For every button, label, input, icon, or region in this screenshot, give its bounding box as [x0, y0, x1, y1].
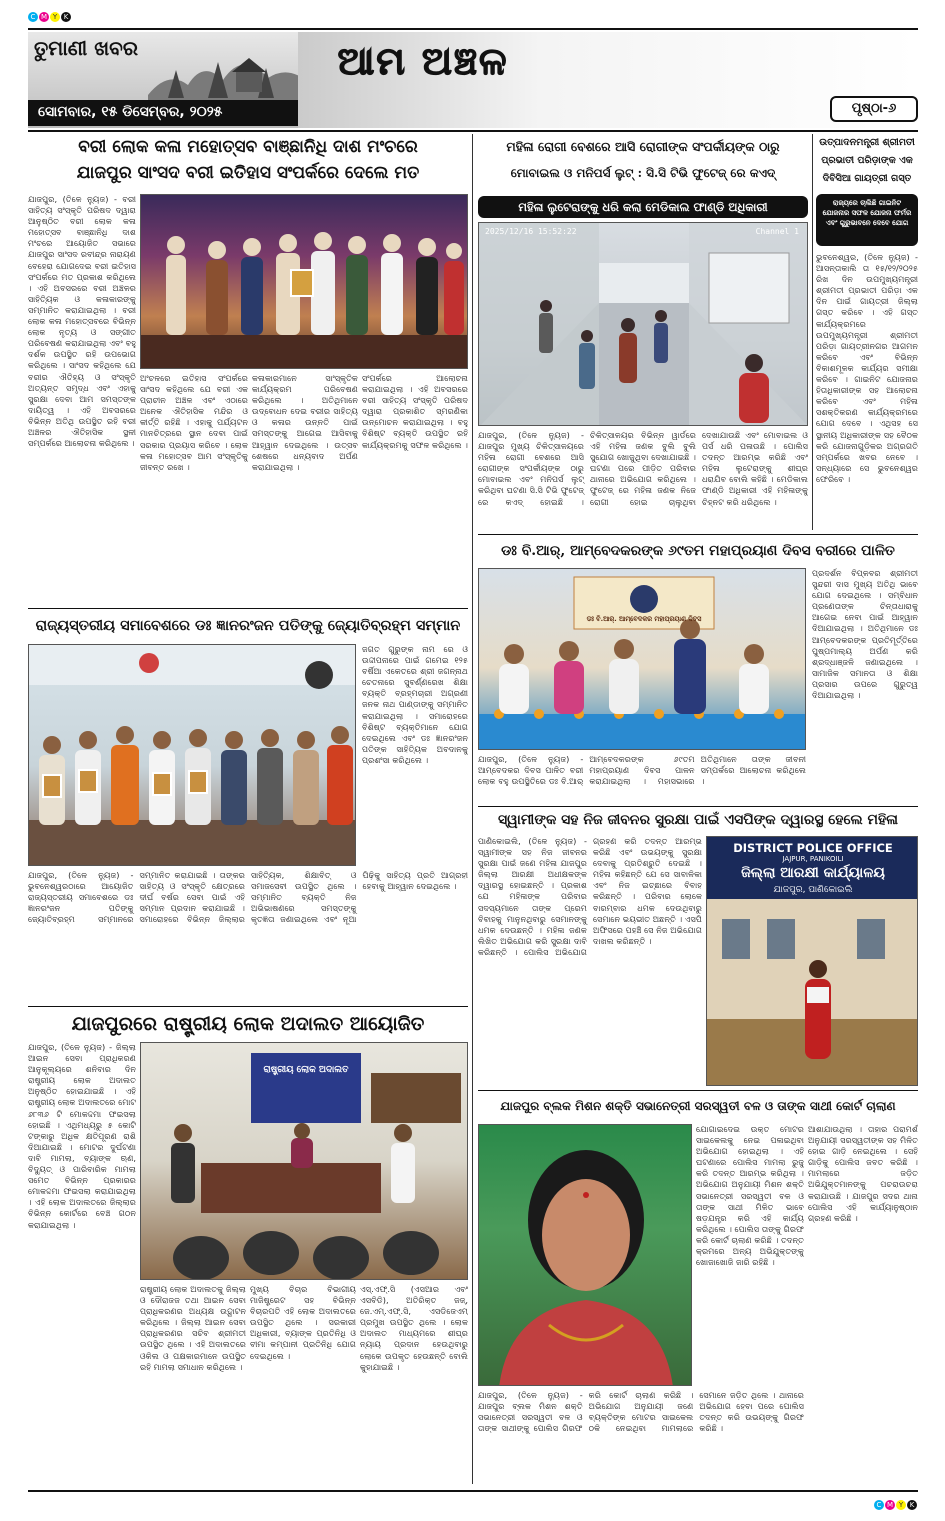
masthead-rule	[28, 130, 918, 132]
cmyk-yellow-dot: Y	[50, 12, 60, 22]
story2-headline-line2: ମୋବାଇଲ ଓ ମନିପର୍ସ ଲୁଟ୍ : ସି.ସି ଟିଭି ଫୁଟେଜ୍ ରେ କଏଦ୍	[510, 166, 776, 180]
story1-stage-photo	[140, 194, 468, 369]
story7-column-1: ଯାଜପୁର, (ତିଳେ ନ୍ୟୁଜ) - ଜିଲ୍ଲା ଆଇନ ସେବା ପ୍ରାଧିକରଣ ଆନୁକୂଲ୍ୟରେ ଶନିବାର ଦିନ ରାଷ୍ଟ୍ରୀୟ ଲୋକ ଅଦାଲତ ଅନୁଷ୍ଠିତ ହୋଇଯାଇଛି । ଏହି ରାଷ୍ଟ୍ରୀୟ ଲୋକ ଅଦାଲତରେ ମୋଟ ୬୮୩୬ ଟି ମୋକଦ୍ଦମା ଫଇସଲା ହୋଇଛି । ଏଥିମଧ୍ୟରୁ ୫ କୋଟି ଟଙ୍କାରୁ ଅଧିକ କ୍ଷତିପୂରଣ ରାଶି ଦିଆଯାଇଛି । ମୋଟର ଦୁର୍ଘଟଣା ଦାବି ମାମଲା, ବ୍ୟାଙ୍କ ଋଣ, ବିଦ୍ୟୁତ୍ ଓ ପାରିବାରିକ ମାମଲା ସମେତ ବିଭିନ୍ନ ପ୍ରକାରର ମୋକଦ୍ଦମା ଫଇସଲା କରାଯାଇଥିଲା । ଏହି ଲୋକ ଅଦାଲତରେ ଜିଲ୍ଲାର ବିଭିନ୍ନ କୋର୍ଟରେ ବେଞ୍ଚ ଗଠନ କରାଯାଇଥିଲା ।	[28, 1042, 136, 1230]
police-sign-line4: ଯାଜପୁର, ପାଣିକୋଇଲି	[773, 885, 853, 895]
story2-subhead: ମହିଳା ଲୁଟେରାଙ୍କୁ ଧରି କଲା ମେଡିକାଲ ଫାଣ୍ଡି ଅଧିକାରୀ	[478, 196, 808, 218]
cctv-timestamp: 2025/12/16 15:52:22	[485, 227, 577, 236]
award-recipients-icon	[29, 645, 356, 866]
police-sign-line1: DISTRICT POLICE OFFICE	[733, 841, 893, 855]
cmyk-yellow-dot-bottom: Y	[896, 1500, 906, 1510]
story8-body-right2: ଆଶାଯାଉଥିଲା । ତାହାର ପରାମର୍ଶ ଅନୁଯାୟୀ ସରସ୍ୱତୀଙ୍କ ସହ ମିଳିତ ହୋଇ ଗାଡ଼ି ନେଇଥିଲେ । ସେହି ଗାଡ଼ିକୁ ପୋଲିସ ଜବତ କରିଛି । ମାମଲାରେ ଜଡ଼ିତ ଅଭିଯୁକ୍ତମାନଙ୍କୁ ପଚରାଉଚରା କରାଯାଉଛି । ଯାଜପୁର ସଦର ଥାନା ପୋଲିସ ଏହି କାର୍ଯ୍ୟାନୁଷ୍ଠାନ ଗ୍ରହଣ କରିଛି ।	[808, 1124, 918, 1223]
page-number: ପୃଷ୍ଠା-୬	[830, 96, 918, 122]
story7-column-2: ରାଷ୍ଟ୍ରୀୟ ଲୋକ ଅଦାଲତକୁ ଜିଲ୍ଲା ଓ ଦୌରାଜଜ ତଥା ଆଇନ ସେବା ପ୍ରାଧିକରଣର ଅଧ୍ୟକ୍ଷ ଉଦ୍ଘାଟନ କରିଥିଲେ । ଜିଲ୍ଲା ଆଇନ ସେବା ପ୍ରାଧିକରଣର ସଚିବ ଶ୍ରୀମତୀ ଉପସ୍ଥିତ ଥିଲେ । ଏହି ଅଦାଲତରେ ଓକିଲ ଓ ପକ୍ଷକାରମାନେ ଉପସ୍ଥିତ ରହି ମାମଲା ସମାଧାନ କରିଥିଲେ ।	[140, 1284, 246, 1372]
story3-headline-line1: ଉତ୍ପାଦନମନ୍ତ୍ରୀ ଶ୍ରୀମତୀ	[819, 137, 915, 148]
story1-column-3: କଳାକାରମାନେ ସାଂସ୍କୃତିକ କାର୍ଯ୍ୟକ୍ରମ ପରିବେଷଣ କରିଥିଲେ । ଅତିଥିମାନେ ଉଦ୍ବୋଧନ ଦେଇ ବରୀର ସାହିତ୍ୟ ଓ କଳାର ଉନ୍ନତି ପାଇଁ ସମସ୍ତଙ୍କୁ ଆଗେଇ ଆସିବାକୁ ଆହ୍ୱାନ ଦେଇଥିଲେ । ଉତ୍ସବ ଶେଷରେ ଧନ୍ୟବାଦ ଅର୍ପଣ କରାଯାଇଥିଲା ।	[252, 373, 358, 472]
cmyk-cyan-dot: C	[28, 12, 38, 22]
story8-body-bottom: ଯାଜପୁର, (ତିଳେ ନ୍ୟୁଜ) - ଯାଜପୁର ବ୍ଲକ ମିଶନ ଶକ୍ତି ସଭାନେତ୍ରୀ ସରସ୍ୱତୀ ବଳ ଓ ତାଙ୍କ ସାଥୀଙ୍କୁ ପୋଲିସ ଗିରଫ କରି କୋର୍ଟ ଚାଲାଣ କରିଛି । ଅଭିଯୋଗ ଅନୁଯାୟୀ ଜଣେ ବ୍ୟକ୍ତିଙ୍କ ମୋଟର ସାଇକେଲ ଠକି ନେଇଥିବା ମାମଲାରେ ସେମାନେ ଜଡ଼ିତ ଥିଲେ । ଥାନାରେ ଅଭିଯୋଗ ହେବା ପରେ ପୋଲିସ ତଦନ୍ତ କରି ଉଭୟଙ୍କୁ ଗିରଫ କରିଛି ।	[478, 1390, 804, 1434]
story1-column-2: ଅଂଚଳରେ ଇତିହାସ ସଂପର୍କରେ ସାଂସଦ କହିଥିଲେ ଯେ ବରୀ ଏକ ପ୍ରାଚୀନ ଅଞ୍ଚଳ ଏବଂ ଏଠାରେ ଅନେକ ଐତିହାସିକ ମନ୍ଦିର ଓ କୀର୍ତ୍ତି ରହିଛି । ଏହାକୁ ପର୍ଯ୍ୟଟନ ମାନଚିତ୍ରରେ ସ୍ଥାନ ଦେବା ପାଇଁ ସରକାର ପ୍ରୟାସ କରିବେ । ଲୋକ କଳା ମହୋତ୍ସବ ଆମ ସଂସ୍କୃତିକୁ ଜୀବନ୍ତ ରଖେ ।	[140, 373, 248, 472]
story2-body: ଯାଜପୁର, (ତିଳେ ନ୍ୟୁଜ) - ଯାଜପୁର ମୁଖ୍ୟ ଚିକିତ୍ସାଳୟରେ ମହିଳା ରୋଗୀ ବେଶରେ ଆସି ରୋଗୀଙ୍କ ସଂପର୍କୀୟଙ୍କ ଠାରୁ ମୋବାଇଲ ଏବଂ ମନିପର୍ସ ଲୁଟ୍ କରିଥିବା ଘଟଣା ସି.ସି ଟିଭି ଫୁଟେଜ୍ ରେ କଏଦ୍ ହୋଇଛି । ଚିକିତ୍ସାଳୟର ବିଭିନ୍ନ ୱାର୍ଡରେ ଏହି ମହିଳା ଜଣକ ବୁଲି ବୁଲି ସୁଯୋଗ ଖୋଜୁଥିବା ଦେଖାଯାଇଛି । ଘଟଣା ପରେ ପୀଡ଼ିତ ପରିବାର ଥାନାରେ ଅଭିଯୋଗ କରିଥିଲେ । ଫୁଟେଜ୍ ରେ ମହିଳା ଜଣକ ନିଜେ ରୋଗୀ ହୋଇ ଚାଲୁଥିବା ଦେଖାଯାଉଛି ଏବଂ ମୋବାଇଲ ଓ ପର୍ସ ଧରି ପଳାଉଛି । ପୋଲିସ ତଦନ୍ତ ଆରମ୍ଭ କରିଛି ଏବଂ ମହିଳା ଲୁଟେରାଙ୍କୁ ଶୀଘ୍ର ଧରାଯିବ ବୋଲି କହିଛି । ମେଡିକାଲ ଫାଣ୍ଡି ଅଧିକାରୀ ଏହି ମହିଳାଙ୍କୁ ଚିହ୍ନଟ କରି ଧରିଥିଲେ ।	[478, 430, 808, 507]
bottom-rule	[28, 1490, 918, 1492]
story3-tag: ରାଜ୍ୟରେ ଚାଲିଛି ଗାଇନିଟ ଯୋଜନାର ସଫଳ ଯୋଜନା ଫର୍ମର ଏବଂ ଗୁରୁଭାବନେ ଦେବେ ଯୋଗ	[816, 194, 918, 246]
masthead-landscape-icon	[148, 40, 298, 100]
masthead-brand-panel	[28, 32, 298, 128]
story2-bottom-rule	[478, 534, 918, 535]
story5-award-photo	[28, 644, 356, 866]
story2-cctv-photo	[478, 222, 808, 426]
story7-column-3: ମୁଖ୍ୟ ବିଚାର ବିଭାଗୀୟ ମାଜିଷ୍ଟ୍ରେଟ ସହ ବିଭିନ୍ନ ବିଚାରପତି ଏହି ଲୋକ ଅଦାଲତରେ ଉପସ୍ଥିତ ଥିଲେ । ସରକାରୀ ଅଧିକାରୀ, ବ୍ୟାଙ୍କ ପ୍ରତିନିଧି ଓ ବୀମା କମ୍ପାନୀ ପ୍ରତିନିଧି ଯୋଗ ଦେଇଥିଲେ ।	[250, 1284, 356, 1361]
cctv-corridor-icon	[479, 223, 808, 426]
story2-headline-line1: ମହିଳା ରୋଗୀ ବେଶରେ ଆସି ରୋଗୀଙ୍କ ସଂପର୍କୀୟଙ୍କ ଠାରୁ	[506, 139, 780, 154]
story7-column-4: ଏସ୍.ଏଫ୍.ସି (ଏସଆର ଏବଂ ଏସବିଡି), ଅତିରିକ୍ତ ଜଜ୍, ଜେ.ଏମ୍.ଏଫ୍.ସି, ଏସଡିଜେଏମ୍ ପ୍ରମୁଖ ଉପସ୍ଥିତ ଥିଲେ । ଲୋକ ଅଦାଲତ ମାଧ୍ୟମରେ ଶୀଘ୍ର ନ୍ୟାୟ ପ୍ରଦାନ ହେଉଥିବାରୁ ଲୋକେ ଉପକୃତ ହେଉଛନ୍ତି ବୋଲି କୁହାଯାଇଛି ।	[360, 1284, 468, 1372]
story4-body-left: ଯାଜପୁର, (ତିଳେ ନ୍ୟୁଜ) - ଆମ୍ବେଦକର ଦିବସ ପାଳିତ ବରୀ ଲୋକ ବହୁ ଉପସ୍ଥିତିରେ ଡଃ ବି.ଆର୍ ଆମ୍ବେଦକରଙ୍କ ୬୯ତମ ମହାପ୍ରୟାଣ ଦିବସ ପାଳନ କରାଯାଇଥିଲା । ମହାସଭାରେ ଅତିଥିମାନେ ତାଙ୍କ ଜୀବନୀ ସମ୍ପର୍କରେ ଆଲୋଚନା କରିଥିଲେ ।	[478, 754, 806, 787]
story4-headline: ଡଃ ବି.ଆର୍, ଆମ୍ବେଦକରଙ୍କ ୬୯ତମ ମହାପ୍ରୟାଣ ଦିବସ ବରୀରେ ପାଳିତ	[501, 543, 895, 559]
stage-people-icon	[141, 195, 468, 369]
court-room-icon	[141, 1043, 468, 1280]
story8-headline: ଯାଜପୁର ବ୍ଲକ ମିଶନ ଶକ୍ତି ସଭାନେତ୍ରୀ ସରସ୍ୱତୀ ବଳ ଓ ତାଙ୍କ ସାଥୀ କୋର୍ଟ ଚାଲାଣ	[500, 1099, 896, 1113]
cmyk-registration-top	[28, 12, 71, 22]
story5-bottom-rule	[28, 1006, 468, 1007]
court-board-text: ରାଷ୍ଟ୍ରୀୟ ଲୋକ ଅଦାଲତ	[263, 1065, 349, 1075]
ambedkar-banner-text: ଡଃ ବି.ଆର୍. ଆମ୍ବେଦକର ମହାପ୍ରୟାଣ ଦିବସ	[586, 615, 702, 623]
story5-right-column: ଜଗତ ଗୁରୁଙ୍କ ନାମ ରେ ଓ ଉଦ୍ଦୀପନାରେ ପାଇଁ ଗମେଇ ୧୨୫ ବର୍ଷିଆ ଏକେତରେ ଶ୍ରୀ ଜଗନ୍ନାଥ ଚେତନାରେ ସୁବର୍ଣ୍ଣରେଖ ଶିକ୍ଷା ବ୍ୟକ୍ତି ବ୍ରହ୍ମଚାରୀ ଅଗ୍ରଣୀ ଜନକ ନାଥ ପାଣ୍ଡାଙ୍କୁ ସମ୍ମାନିତ କରାଯାଇଥିଲା । ସମାରୋହରେ ବିଶିଷ୍ଟ ବ୍ୟକ୍ତିମାନେ ଯୋଗ ଦେଇଥିଲେ ଏବଂ ଡଃ ଜ୍ଞାନରଂଜନ ପତିଙ୍କ ସାହିତ୍ୟିକ ଅବଦାନକୁ ପ୍ରଶଂସା କରିଥିଲେ ।	[362, 644, 468, 765]
story7-headline: ଯାଜପୁରରେ ରାଷ୍ଟ୍ରୀୟ ଲୋକ ଅଦାଲତ ଆୟୋଜିତ	[71, 1013, 425, 1035]
story1-bottom-rule	[28, 608, 468, 609]
story1-headline-line2: ଯାଜପୁର ସାଂସଦ ବରୀ ଇତିହାସ ସଂପର୍କରେ ଦେଲେ ମତ	[76, 163, 420, 183]
cmyk-black-dot: K	[61, 12, 71, 22]
issue-date: ସୋମବାର, ୧୫ ଡିସେମ୍ବର, ୨୦୨୫	[28, 100, 298, 126]
masthead	[28, 32, 918, 128]
story3-body: ଭୁବନେଶ୍ୱର, (ତିଳେ ନ୍ୟୁଜ) - ଆସନ୍ତାକାଲି ତା ୧୫/୧୨/୨୦୨୫ ରିଖ ଦିନ ଉପମୁଖ୍ୟମନ୍ତ୍ରୀ ଶ୍ରୀମତୀ ପ୍ରଭାତୀ ପରିଡ଼ା ଏକ ଦିନ ପାଇଁ ଗାୟତ୍ରୀ ଜିଲ୍ଲା ଗସ୍ତ କରିବେ । ଏହି ଗସ୍ତ କାର୍ଯ୍ୟକ୍ରମରେ ଉପମୁଖ୍ୟମନ୍ତ୍ରୀ ଶ୍ରୀମତୀ ପରିଡ଼ା ଗାୟତ୍ରୀନଗର ଆଗମନ କରିବେ ଏବଂ ବିଭିନ୍ନ ବିକାଶମୂଳକ କାର୍ଯ୍ୟର ସମୀକ୍ଷା କରିବେ । ଗାଇନିଟ ଯୋଜନାର ହିତାଧିକାରୀଙ୍କ ସହ ଆଲୋଚନା କରିବେ ଏବଂ ମହିଳା ସଶକ୍ତିକରଣ କାର୍ଯ୍ୟକ୍ରମରେ ଯୋଗ ଦେବେ । ଏଥିସହ ସେ ସ୍ଥାନୀୟ ଅଧିକାରୀଙ୍କ ସହ ବୈଠକ କରି ଯୋଜନାଗୁଡ଼ିକର ଅଗ୍ରଗତି ସମ୍ପର୍କରେ ଖବର ନେବେ । ସନ୍ଧ୍ୟାରେ ସେ ଭୁବନେଶ୍ୱର ଫେରିବେ ।	[816, 252, 918, 484]
right-column-divider	[812, 134, 813, 530]
cmyk-magenta-dot-bottom: M	[886, 1501, 894, 1509]
woman-portrait-icon	[479, 1125, 692, 1386]
police-sign-line3: ଜିଲ୍ଲା ଆରକ୍ଷୀ କାର୍ଯ୍ୟାଳୟ	[741, 865, 885, 881]
cmyk-black-dot-bottom: K	[907, 1500, 917, 1510]
police-building-icon	[707, 899, 918, 1086]
story4-bottom-rule	[478, 806, 918, 807]
cmyk-registration-bottom	[874, 1500, 917, 1510]
police-sign-line2: JAJPUR, PANIKOILI	[782, 855, 844, 863]
cmyk-cyan-dot-bottom: C	[874, 1500, 884, 1510]
story1-headline-line1: ବରୀ ଲୋକ କଳା ମହୋତ୍ସବ ବାଞ୍ଛାନିଧି ଦାଶ ମଂଚରେ	[78, 137, 418, 157]
paper-name: ତୁମାଣୀ ଖବର	[34, 36, 138, 60]
top-rule	[28, 28, 918, 30]
ambedkar-event-icon	[479, 569, 806, 750]
story1-column-1: ଯାଜପୁର, (ତିଳେ ନ୍ୟୁଜ) - ବରୀ ସାହିତ୍ୟ ସଂସ୍କୃତି ପରିଷଦ ଦ୍ୱାରା ଆନୁଷ୍ଠିତ ବରୀ ଲୋକ କଳା ମହୋତ୍ସବ ବାଞ୍ଛାନିଧି ଦାଶ ମଂଚରେ ଆୟୋଜିତ ସଭାରେ ଯାଜପୁର ସାଂସଦ ରବୀନ୍ଦ୍ର ନାରାୟଣ ବେହେରା ଯୋଗଦେଇ ବରୀ ଇତିହାସ ସଂପର୍କରେ ମତ ପ୍ରକାଶ କରିଥିଲେ । ଏହି ଅବସରରେ ବରୀ ଅଞ୍ଚଳର ସାହିତ୍ୟିକ ଓ କଳାକାରଙ୍କୁ ସମ୍ମାନିତ କରାଯାଇଥିଲା । ବରୀ ଲୋକ କଳା ମହୋତ୍ସବରେ ବିଭିନ୍ନ ଲୋକ ନୃତ୍ୟ ଓ ସଙ୍ଗୀତ ପରିବେଷଣ କରାଯାଇଥିଲା ଏବଂ ବହୁ ଦର୍ଶକ ଉପସ୍ଥିତ ରହି ଉପଭୋଗ କରିଥିଲେ । ସାଂସଦ କହିଥିଲେ ଯେ ବରୀର ଐତିହ୍ୟ ଓ ସଂସ୍କୃତି ଅତ୍ୟନ୍ତ ସମୃଦ୍ଧ ଏବଂ ଏହାକୁ ସୁରକ୍ଷା ଦେବା ଆମ ସମସ୍ତଙ୍କ ଦାୟିତ୍ୱ । ଏହି ଅବସରରେ ବିଭିନ୍ନ ଅତିଥି ଉପସ୍ଥିତ ରହି ବରୀ ଅଞ୍ଚଳର ଐତିହାସିକ ସ୍ଥଳୀ ସମ୍ପର୍କରେ ଆଲୋଚନା କରିଥିଲେ ।	[28, 194, 136, 449]
center-column-divider	[472, 134, 473, 1484]
story1-column-4: ସଂପର୍କରେ ଆଲୋଚନା କରାଯାଇଥିଲା । ଏହି ଅବସରରେ ବରୀ ସାହିତ୍ୟ ସଂସ୍କୃତି ପରିଷଦ ଦ୍ୱାରା ପ୍ରକାଶିତ ସ୍ମରଣିକା ଉନ୍ମୋଚନ କରାଯାଇଥିଲା । ବହୁ ବିଶିଷ୍ଟ ବ୍ୟକ୍ତି ଉପସ୍ଥିତ ରହି କାର୍ଯ୍ୟକ୍ରମକୁ ସଫଳ କରିଥିଲେ ।	[362, 373, 468, 450]
cctv-channel: Channel 1	[755, 227, 799, 236]
story8-body-right: ଯୋଗାଇଦେଇ ଉକ୍ତ ମୋଟର ସାଇକେଲକୁ ନେଇ ପଳାଇଥିବା ଅଭିଯୋଗ ହୋଇଥିଲା । ଏହି ଘଟଣାରେ ପୋଲିସ ମାମଲା ରୁଜୁ କରି ତଦନ୍ତ ଆରମ୍ଭ କରିଥିଲା । ଅଭିଯୋଗ ଅନୁଯାୟୀ ମିଶନ ଶକ୍ତି ସଭାନେତ୍ରୀ ସରସ୍ୱତୀ ବଳ ଓ ତାଙ୍କ ସାଥୀ ମିଳିତ ଭାବେ ଷଡ଼ଯନ୍ତ୍ର କରି ଏହି କାର୍ଯ୍ୟ କରିଥିଲେ । ପୋଲିସ ତାଙ୍କୁ ଗିରଫ କରି କୋର୍ଟ ଚାଲାଣ କରିଛି । ତଦନ୍ତ କ୍ରମରେ ଅନ୍ୟ ଅଭିଯୁକ୍ତଙ୍କୁ ଖୋଜାଖୋଜି ଜାରି ରହିଛି ।	[696, 1124, 804, 1268]
story3-headline-line2: ପ୍ରଭାତୀ ପରିଡ଼ାଙ୍କ ଏକ	[821, 155, 913, 166]
story4-ambedkar-photo	[478, 568, 806, 750]
story5-headline: ରାଜ୍ୟସ୍ତରୀୟ ସମାବେଶରେ ଡଃ ଜ୍ଞାନରଂଜନ ପତିଙ୍କୁ ଜ୍ୟୋତିବ୍ରହ୍ମ ସମ୍ମାନ	[35, 617, 461, 634]
story6-body: ପାଣିକୋଇଲି, (ତିଳେ ନ୍ୟୁଜ) - ସ୍ୱାମୀଙ୍କ ସହ ନିଜ ଜୀବନର ସୁରକ୍ଷା ପାଇଁ ଜଣେ ମହିଳା ଯାଜପୁର ଜିଲ୍ଲା ଆରକ୍ଷୀ ଅଧୀକ୍ଷକଙ୍କ ଦ୍ୱାରସ୍ଥ ହୋଇଛନ୍ତି । ପ୍ରକାଶ ଯେ ମହିଳାଙ୍କ ପରିବାର ସଦସ୍ୟମାନେ ତାଙ୍କ ପ୍ରେମ ବିବାହକୁ ମାନୁନଥିବାରୁ ସେମାନଙ୍କୁ ଧମକ ଦେଉଛନ୍ତି । ମହିଳା ଜଣକ ଲିଖିତ ଅଭିଯୋଗ କରି ସୁରକ୍ଷା ଦାବି କରିଛନ୍ତି । ପୋଲିସ ଅଭିଯୋଗ ଗ୍ରହଣ କରି ତଦନ୍ତ ଆରମ୍ଭ କରିଛି ଏବଂ ଉଭୟଙ୍କୁ ସୁରକ୍ଷା ଦେବାକୁ ପ୍ରତିଶ୍ରୁତି ଦେଇଛି । ମହିଳା କହିଛନ୍ତି ଯେ ସେ ସାବାଳିକା ଏବଂ ନିଜ ଇଚ୍ଛାରେ ବିବାହ କରିଛନ୍ତି । ପରିବାର ଲୋକେ ବାରମ୍ବାର ଧମକ ଦେଉଥିବାରୁ ସେମାନେ ଭୟଭୀତ ଅଛନ୍ତି । ଏସପି ଅଫିସରେ ପହଞ୍ଚି ସେ ନିଜ ଅଭିଯୋଗ ଦାଖଲ କରିଛନ୍ତି ।	[478, 836, 702, 957]
story5-bottom-text: ଯାଜପୁର, (ତିଳେ ନ୍ୟୁଜ) - ଭୁବନେଶ୍ୱରଠାରେ ଆୟୋଜିତ ରାଜ୍ୟସ୍ତରୀୟ ସମାବେଶରେ ଡଃ ଜ୍ଞାନରଂଜନ ପତିଙ୍କୁ ଜ୍ୟୋତିବ୍ରହ୍ମ ସମ୍ମାନରେ ସମ୍ମାନିତ କରାଯାଇଛି । ତାଙ୍କର ସାହିତ୍ୟ ଓ ସଂସ୍କୃତି କ୍ଷେତ୍ରରେ ଦୀର୍ଘ ବର୍ଷର ସେବା ପାଇଁ ଏହି ସମ୍ମାନ ପ୍ରଦାନ କରାଯାଇଛି । ସମାରୋହରେ ବିଭିନ୍ନ ଜିଲ୍ଲାର ସାହିତ୍ୟିକ, ଶିକ୍ଷାବିତ୍ ଓ ସମାଜସେବୀ ଉପସ୍ଥିତ ଥିଲେ । ସମ୍ମାନିତ ବ୍ୟକ୍ତି ନିଜ ଅଭିଭାଷଣରେ ସମସ୍ତଙ୍କୁ କୃତଜ୍ଞତା ଜଣାଇଥିଲେ ଏବଂ ନୂଆ ପିଢ଼ିକୁ ସାହିତ୍ୟ ପ୍ରତି ଆଗ୍ରହୀ ହେବାକୁ ଆହ୍ୱାନ ଦେଇଥିଲେ ।	[28, 870, 468, 925]
story7-court-photo	[140, 1042, 468, 1280]
story8-portrait-photo	[478, 1124, 692, 1386]
story4-body-right: ପ୍ରଦର୍ଶନ ବିପ୍ଳବର ଶ୍ରୀମତୀ ସୁନ୍ଦରୀ ଦାସ ମୁଖ୍ୟ ଅତିଥି ଭାବେ ଯୋଗ ଦେଇଥିଲେ । ସମ୍ବିଧାନ ପ୍ରଣେତାଙ୍କ ଚିନ୍ତାଧାରାକୁ ଆଗେଇ ନେବା ପାଇଁ ଆହ୍ୱାନ ଦିଆଯାଇଥିଲା । ଅତିଥିମାନେ ଡଃ ଆମ୍ବେଦକରଙ୍କ ପ୍ରତିମୂର୍ତ୍ତିରେ ପୁଷ୍ପମାଲ୍ୟ ଅର୍ପଣ କରି ଶ୍ରଦ୍ଧାଞ୍ଜଳି ଜଣାଇଥିଲେ । ସାମାଜିକ ସମାନତା ଓ ଶିକ୍ଷା ପ୍ରସାର ଉପରେ ଗୁରୁତ୍ୱ ଦିଆଯାଇଥିଲା ।	[812, 568, 918, 701]
section-title: ଆମ ଅଞ୍ଚଳ	[337, 38, 509, 83]
story3-headline-line3: ଦିବିସିଆ ଗାୟତ୍ରୀ ଗସ୍ତ	[822, 173, 912, 184]
cmyk-magenta-dot: M	[40, 13, 48, 21]
story6-police-office-photo	[706, 836, 918, 1086]
story6-bottom-rule	[478, 1090, 918, 1091]
story6-headline: ସ୍ୱାମୀଙ୍କ ସହ ନିଜ ଜୀବନର ସୁରକ୍ଷା ପାଇଁ ଏସପିଙ୍କ ଦ୍ୱାରସ୍ଥ ହେଲେ ମହିଳା	[497, 812, 899, 828]
